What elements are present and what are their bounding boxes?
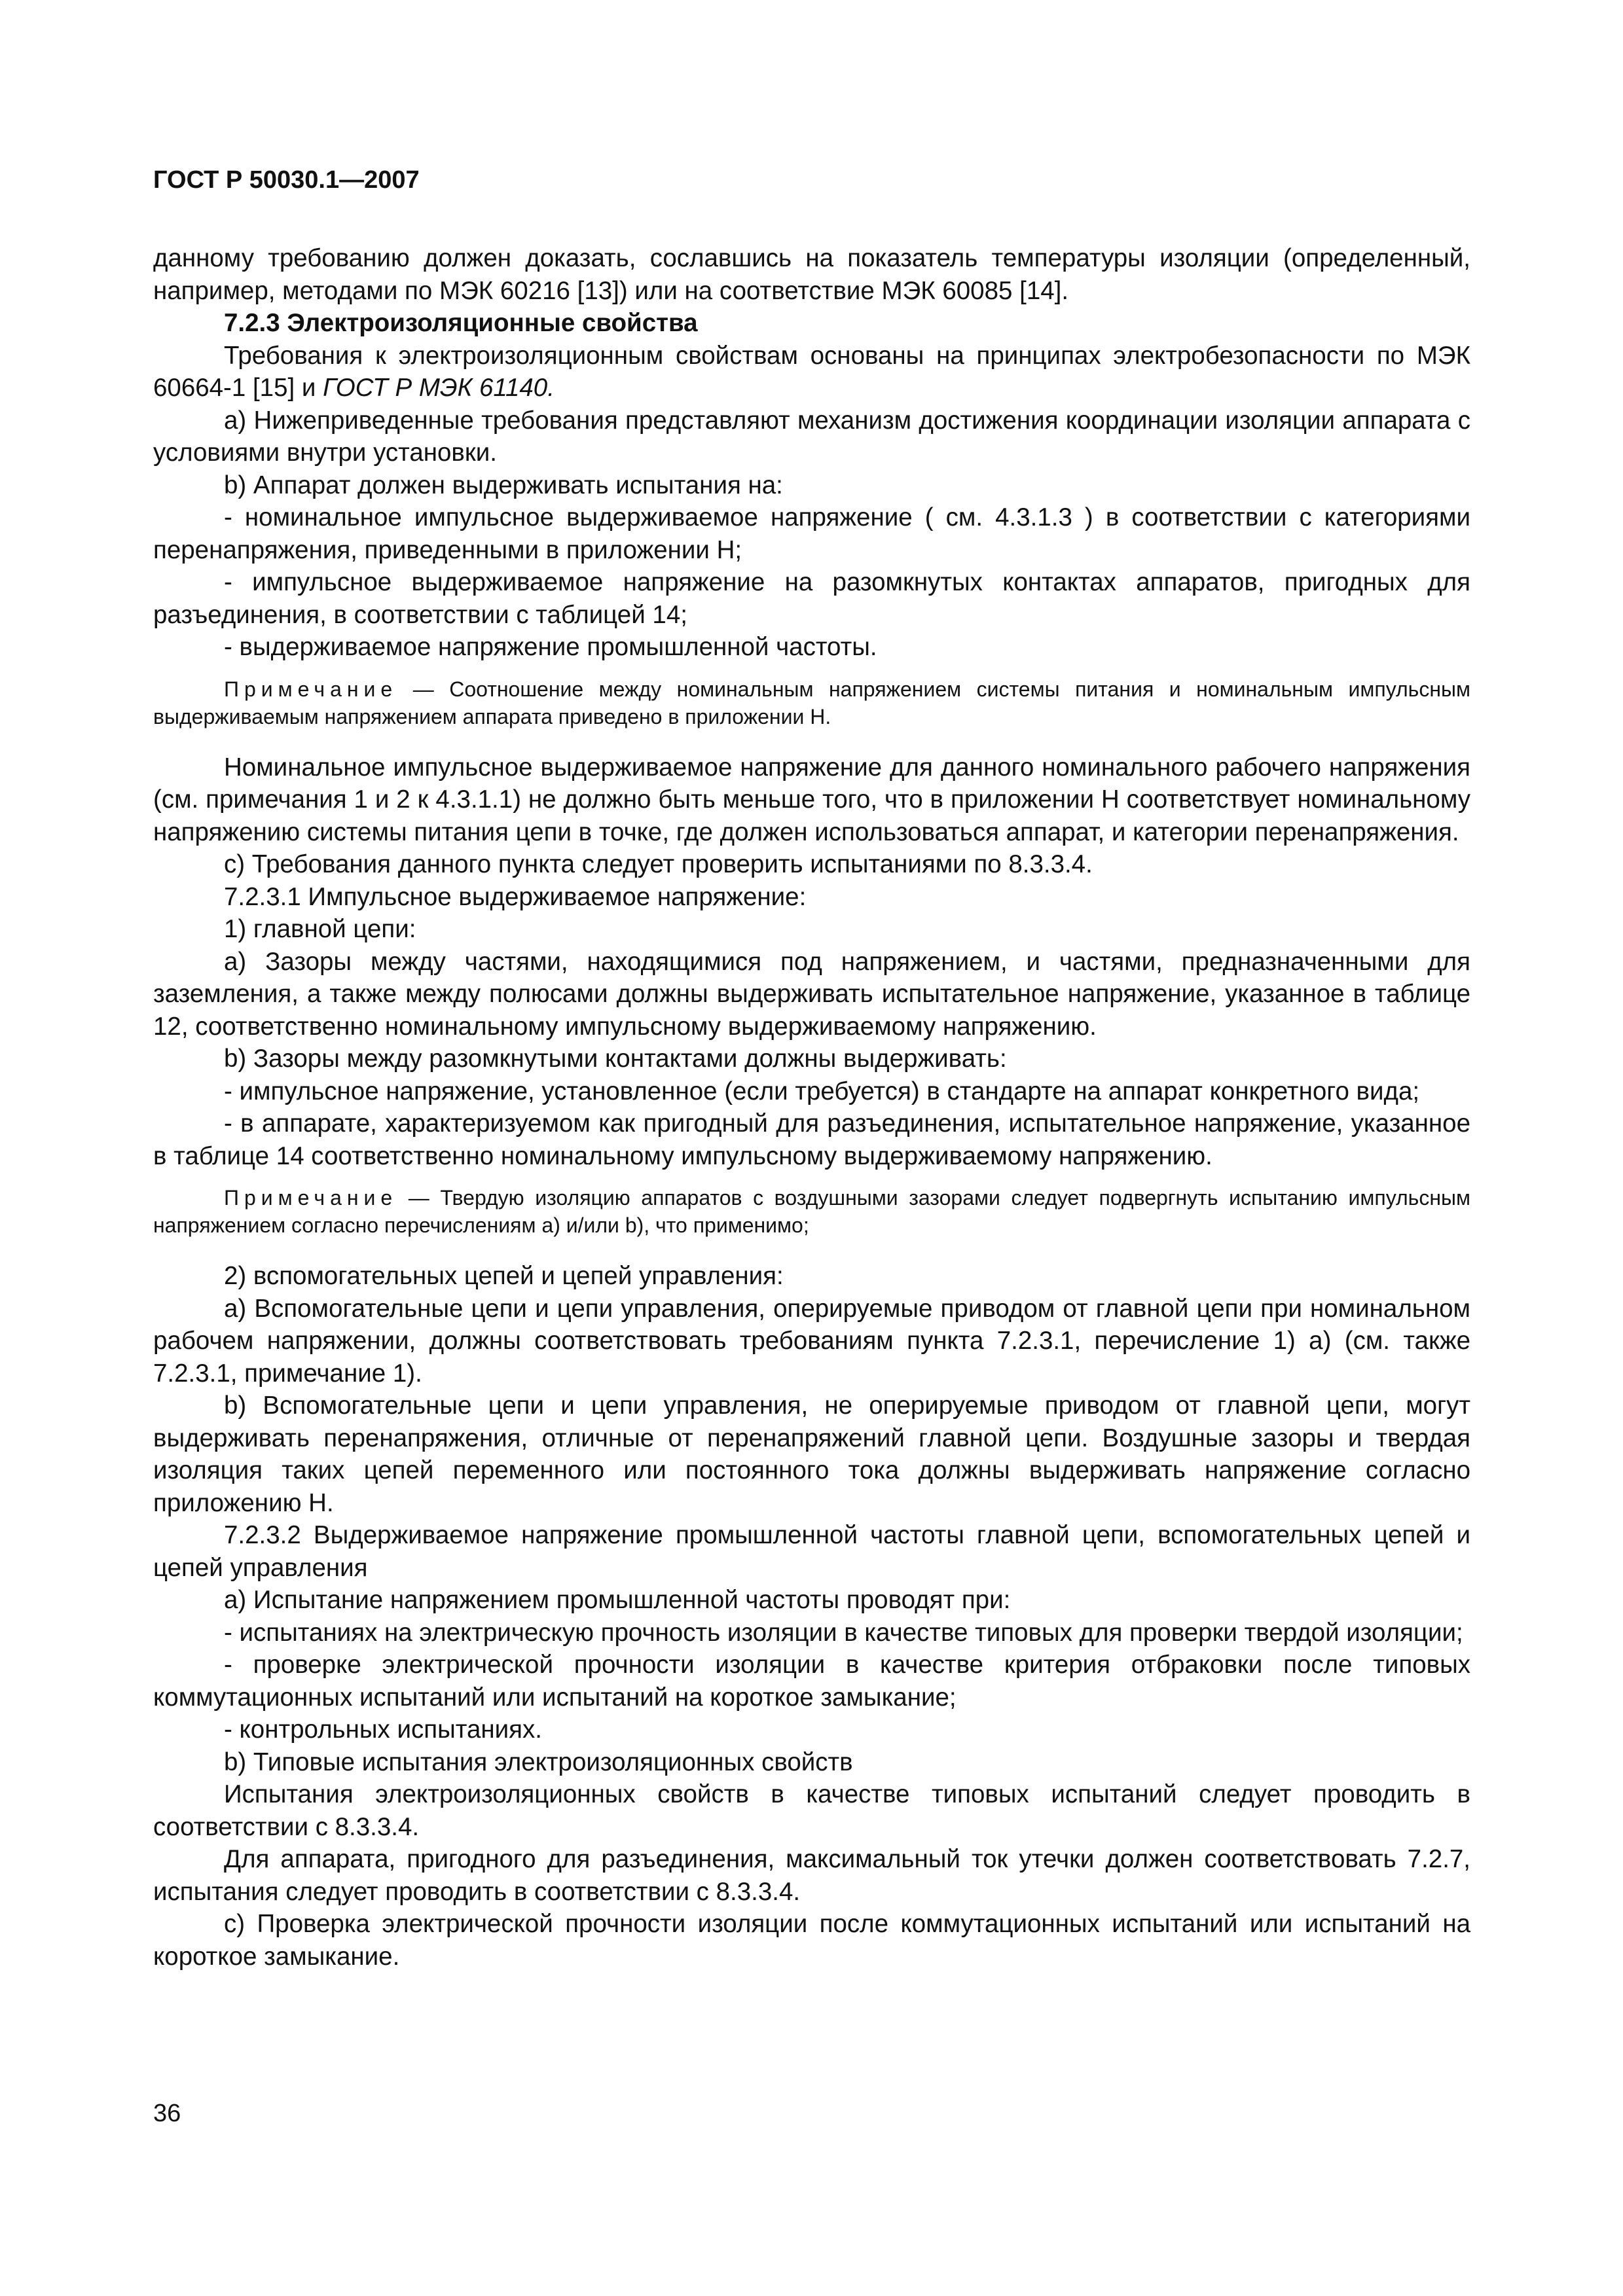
list-item: - в аппарате, характеризуемом как пригодный для разъединения, испытательное напряжение, указанное в таблице 14 соответственно номинальному импульсному выдерживаемому напряжению. (153, 1109, 1470, 1170)
list-item: - испытаниях на электрическую прочность изоляции в качестве типовых для проверки твердой изоляции; (224, 1618, 1463, 1647)
list-item: - импульсное напряжение, установленное (если требуется) в стандарте на аппарат конкретного вида; (224, 1077, 1420, 1105)
note (153, 675, 1470, 730)
list-item: - импульсное выдерживаемое напряжение на разомкнутых контактах аппаратов, пригодных для разъединения, в соответствии с таблицей 14; (153, 568, 1470, 629)
paragraph: с) Требования данного пункта следует проверить испытаниями по 8.3.3.4. (224, 850, 1093, 878)
standard-reference: ГОСТ Р МЭК 61140. (323, 374, 555, 402)
paragraph: Для аппарата, пригодного для разъединения, максимальный ток утечки должен соответствовать 7.2.7, испытания следует проводить в соответствии с 8.3.3.4. (153, 1845, 1470, 1906)
paragraph: а) Вспомогательные цепи и цепи управления, оперируемые приводом от главной цепи при номинальном рабочем напряжении, должны соответствовать требованиям пункта 7.2.3.1, перечисление 1) а) (см. также 7.2.3.1, примечание 1). (153, 1294, 1470, 1388)
note-text: — Соотношение между номинальным напряжением системы питания и номинальным импульсным выдерживаемым напряжением аппарата приведено в приложении Н. (153, 677, 1470, 728)
paragraph: с) Проверка электрической прочности изоляции после коммутационных испытаний или испытаний на короткое замыкание. (153, 1910, 1470, 1971)
paragraph: b) Зазоры между разомкнутыми контактами должны выдерживать: (224, 1045, 1007, 1073)
paragraph: данному требованию должен доказать, сославшись на показатель температуры изоляции (определенный, например, методами по МЭК 60216 [13]) или на соответствие МЭК 60085 [14]. (153, 244, 1470, 305)
paragraph: а) Испытание напряжением промышленной частоты проводят при: (224, 1586, 1011, 1614)
paragraph: 1) главной цепи: (224, 915, 416, 943)
paragraph: а) Нижеприведенные требования представляют механизм достижения координации изоляции аппарата с условиями внутри установки. (153, 406, 1470, 467)
document-header: ГОСТ Р 50030.1—2007 (153, 166, 420, 194)
paragraph-text: Требования к электроизоляционным свойствам основаны на принципах электробезопасности по МЭК 60664-1 [15] и (153, 341, 1470, 402)
paragraph: b) Аппарат должен выдерживать испытания на: (224, 471, 783, 499)
subsection-heading: 7.2.3.1 Импульсное выдерживаемое напряжение: (224, 882, 807, 911)
paragraph: b) Вспомогательные цепи и цепи управления, не оперируемые приводом от главной цепи, могут выдерживать перенапряжения, отличные от перенапряжений главной цепи. Воздушные зазоры и твердая изоляция таких цепей переменного или постоянного тока должны выдерживать напряжение согласно приложению Н. (153, 1391, 1470, 1517)
document-body (153, 242, 1470, 1973)
paragraph: а) Зазоры между частями, находящимися под напряжением, и частями, предназначенными для заземления, а также между полюсами должны выдерживать испытательное напряжение, указанное в таблице 12, соответственно номинальному импульсному выдерживаемому напряжению. (153, 947, 1470, 1041)
paragraph: Испытания электроизоляционных свойств в качестве типовых испытаний следует проводить в соответствии с 8.3.3.4. (153, 1780, 1470, 1841)
list-item: - проверке электрической прочности изоляции в качестве критерия отбраковки после типовых коммутационных испытаний или испытаний на короткое замыкание; (153, 1651, 1470, 1712)
note-text: — Твердую изоляцию аппаратов с воздушными зазорами следует подвергнуть испытанию импульсным напряжением согласно перечислениям а) и/или b), что применимо; (153, 1186, 1470, 1237)
list-item: - выдерживаемое напряжение промышленной частоты. (224, 633, 877, 661)
paragraph: 2) вспомогательных цепей и цепей управления: (224, 1262, 784, 1290)
page-number: 36 (153, 2100, 181, 2127)
section-heading: 7.2.3 Электроизоляционные свойства (224, 309, 698, 337)
note (153, 1184, 1470, 1239)
note-label: Примечание (224, 677, 398, 701)
subsection-heading: 7.2.3.2 Выдерживаемое напряжение промышленной частоты главной цепи, вспомогательных цепей и цепей управления (153, 1521, 1470, 1582)
paragraph: Номинальное импульсное выдерживаемое напряжение для данного номинального рабочего напряжения (см. примечания 1 и 2 к 4.3.1.1) не должно быть меньше того, что в приложении Н соответствует номинальному напряжению системы питания цепи в точке, где должен использоваться аппарат, и категории перенапряжения. (153, 753, 1470, 846)
list-item: - номинальное импульсное выдерживаемое напряжение ( см. 4.3.1.3 ) в соответствии с категориями перенапряжения, приведенными в приложении Н; (153, 503, 1470, 564)
note-label: Примечание (224, 1186, 398, 1210)
list-item: - контрольных испытаниях. (224, 1715, 542, 1744)
paragraph: b) Типовые испытания электроизоляционных свойств (224, 1748, 853, 1776)
paragraph (153, 340, 1470, 404)
